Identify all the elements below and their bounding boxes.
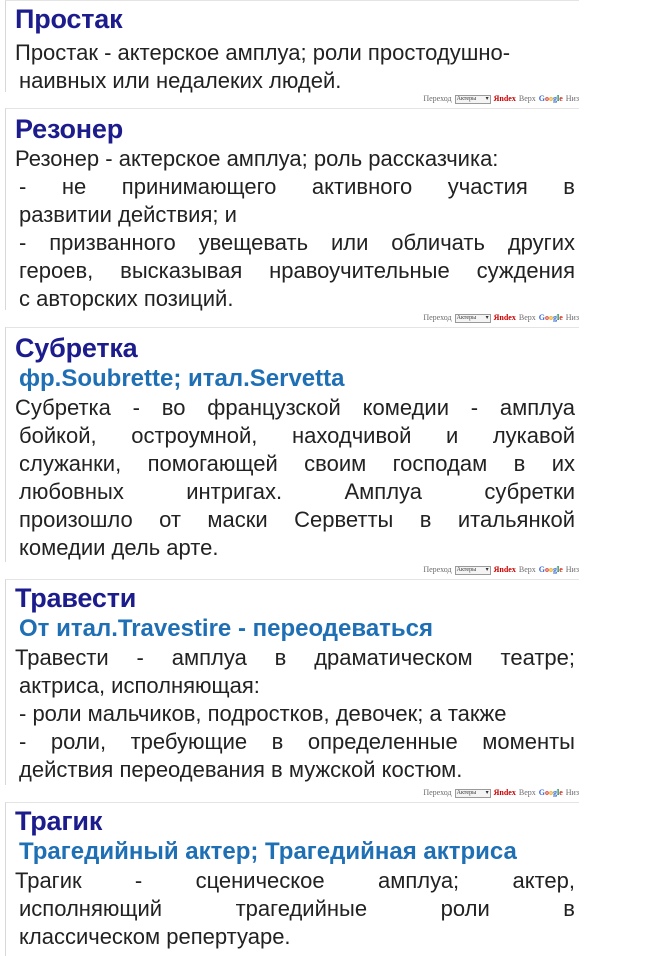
entry-title: Трагик [15, 806, 103, 836]
goto-label: Переход [423, 565, 452, 574]
google-link[interactable]: Google [538, 565, 563, 574]
up-link[interactable]: Верх [518, 94, 536, 103]
goto-select[interactable] [455, 566, 491, 575]
entry-line: служанки, помогающей своим господам в их [19, 451, 575, 476]
entry-travesti [5, 579, 579, 785]
entry-subretka [5, 327, 579, 562]
entry-line: - роли мальчиков, подростков, девочек; а также [19, 701, 507, 726]
goto-select-value: Актеры [456, 96, 477, 102]
entry-subtitle: Трагедийный актер; Трагедийная актриса [19, 838, 517, 865]
entry-line: героев, высказывая нравоучительные суждения [19, 258, 575, 283]
google-link[interactable]: Google [538, 313, 563, 322]
entry-rezoner [5, 108, 579, 310]
entry-line: бойкой, остроумной, находчивой и лукавой [19, 423, 575, 448]
goto-label: Переход [423, 94, 452, 103]
goto-select[interactable] [455, 314, 491, 323]
down-link[interactable]: Низ [565, 94, 579, 103]
entry-line: Травести - амплуа в драматическом театре; [15, 645, 575, 670]
entry-line: действия переодевания в мужской костюм. [19, 757, 463, 782]
nav-bar [423, 312, 579, 324]
goto-label: Переход [423, 788, 452, 797]
goto-select-value: Актеры [456, 315, 477, 321]
entry-title: Травести [15, 583, 137, 613]
goto-label: Переход [423, 313, 452, 322]
chevron-down-icon: ▾ [485, 96, 489, 102]
entry-line: исполняющий трагедийные роли в [19, 896, 575, 921]
chevron-down-icon: ▾ [485, 315, 489, 321]
entry-prostak [5, 0, 579, 92]
goto-select-value: Актеры [456, 567, 477, 573]
yandex-link[interactable]: Яndex [493, 565, 516, 574]
google-link[interactable]: Google [538, 94, 563, 103]
entry-line: с авторских позиций. [19, 286, 234, 311]
entry-line: Субретка - во французской комедии - амплуа [15, 395, 575, 420]
yandex-link[interactable]: Яndex [493, 94, 516, 103]
entry-line: - не принимающего активного участия в [19, 174, 575, 199]
up-link[interactable]: Верх [518, 313, 536, 322]
down-link[interactable]: Низ [565, 313, 579, 322]
entry-line: - роли, требующие в определенные моменты [19, 729, 575, 754]
chevron-down-icon: ▾ [485, 790, 489, 796]
nav-bar [423, 93, 579, 105]
chevron-down-icon: ▾ [485, 567, 489, 573]
up-link[interactable]: Верх [518, 565, 536, 574]
entry-tragik [5, 802, 579, 956]
entry-line: комедии дель арте. [19, 535, 219, 560]
entry-line: Трагик - сценическое амплуа; актер, [15, 868, 575, 893]
entry-title: Субретка [15, 333, 138, 363]
entry-subtitle: фр.Soubrette; итал.Servetta [19, 365, 345, 392]
entry-subtitle: От итал.Travestire - переодеваться [19, 615, 434, 642]
entry-title: Резонер [15, 114, 124, 144]
entry-line: наивных или недалеких людей. [19, 68, 342, 93]
google-link[interactable]: Google [538, 788, 563, 797]
entry-title: Простак [15, 4, 123, 34]
nav-bar [423, 564, 579, 576]
entry-line: развитии действия; и [19, 202, 237, 227]
entry-line: любовных интригах. Амплуа субретки [19, 479, 575, 504]
goto-select[interactable] [455, 789, 491, 798]
entry-line: классическом репертуаре. [19, 924, 291, 949]
entry-line: Резонер - актерское амплуа; роль рассказчика: [15, 146, 499, 171]
down-link[interactable]: Низ [565, 565, 579, 574]
entry-line: - призванного увещевать или обличать других [19, 230, 575, 255]
goto-select[interactable] [455, 95, 491, 104]
down-link[interactable]: Низ [565, 788, 579, 797]
entry-line: произошло от маски Серветты в итальянкой [19, 507, 575, 532]
nav-bar [423, 787, 579, 799]
goto-select-value: Актеры [456, 790, 477, 796]
yandex-link[interactable]: Яndex [493, 788, 516, 797]
entry-line: Простак - актерское амплуа; роли простодушно- [15, 40, 511, 65]
yandex-link[interactable]: Яndex [493, 313, 516, 322]
up-link[interactable]: Верх [518, 788, 536, 797]
entry-line: актриса, исполняющая: [19, 673, 260, 698]
